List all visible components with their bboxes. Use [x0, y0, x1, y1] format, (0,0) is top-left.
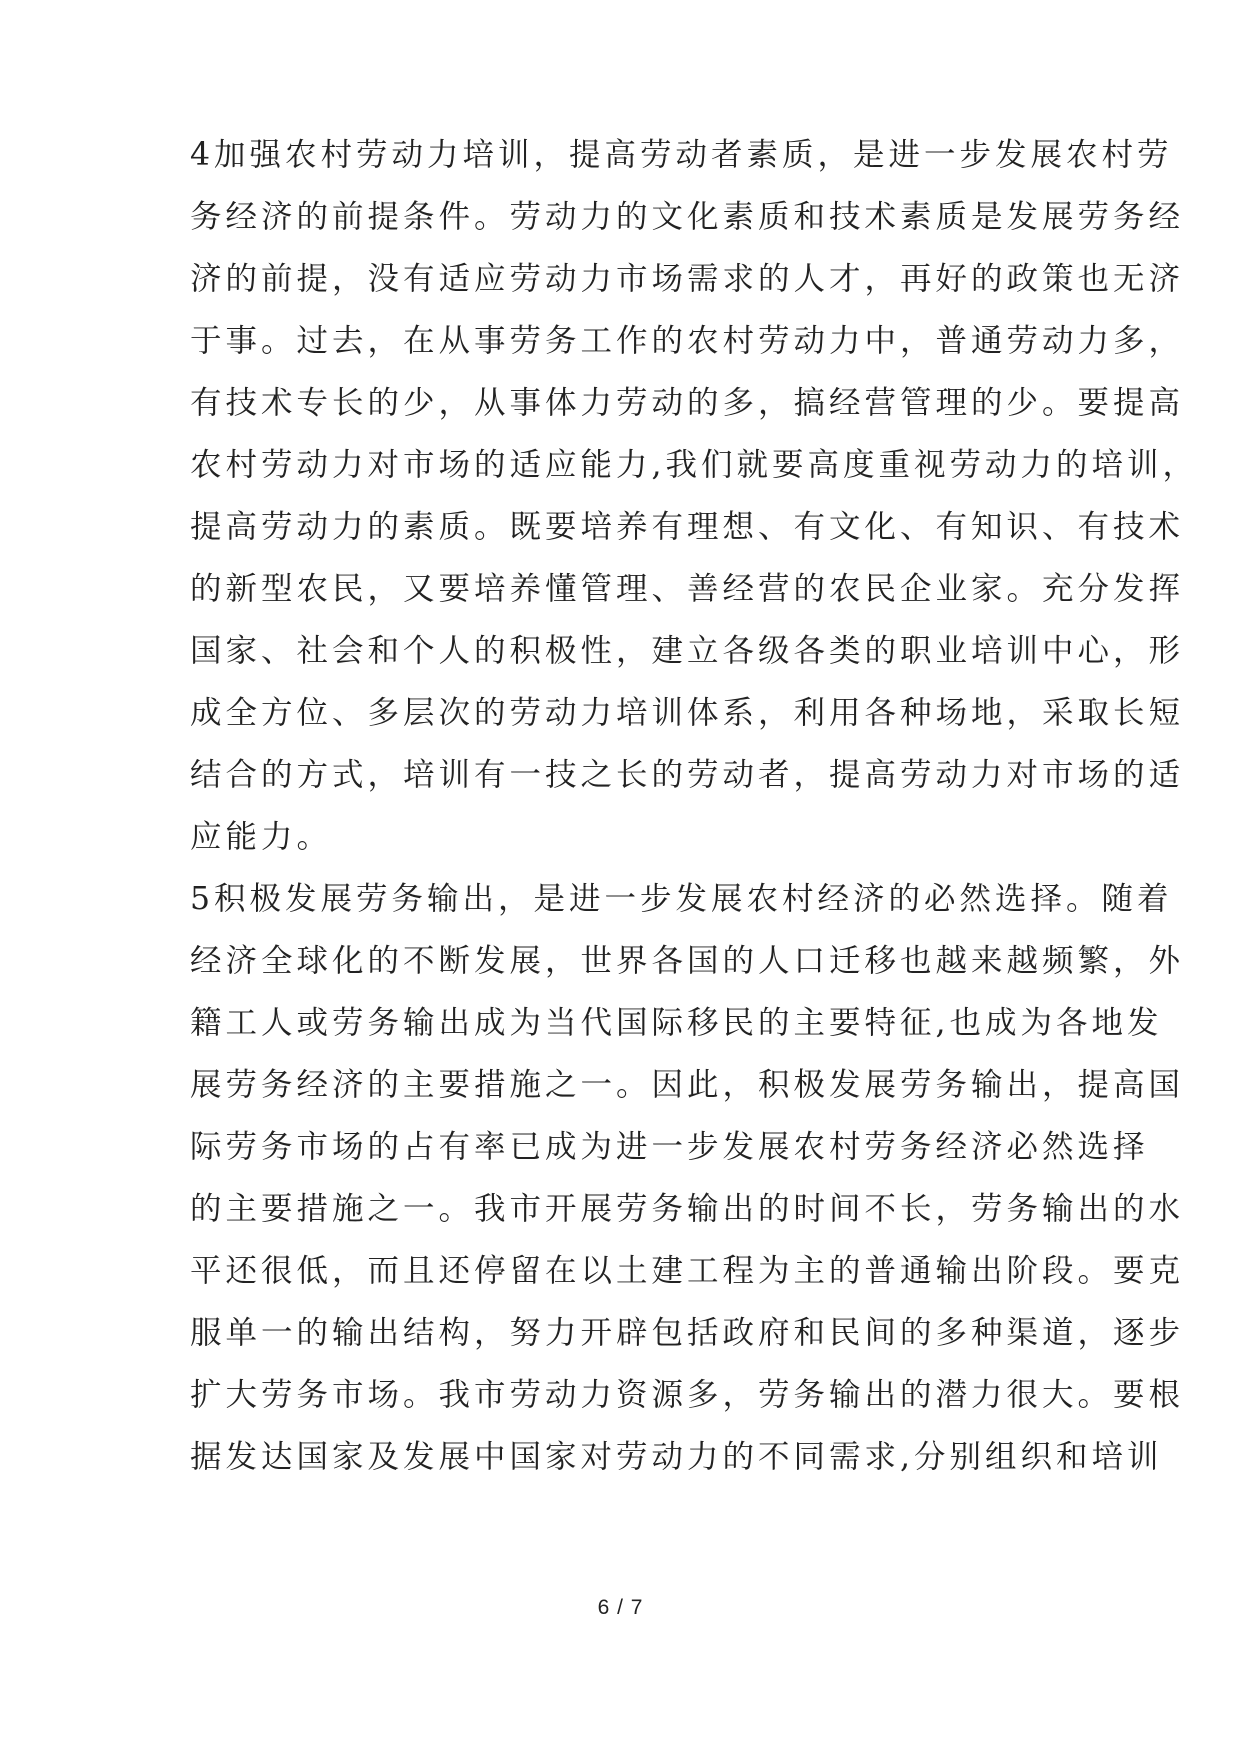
text-line: 据发达国家及发展中国家对劳动力的不同需求,分别组织和培训: [190, 1439, 1163, 1475]
text-line: 展劳务经济的主要措施之一。因此，积极发展劳务输出，提高国: [190, 1067, 1185, 1103]
text-line: 4加强农村劳动力培训，提高劳动者素质，是进一步发展农村劳: [190, 137, 1173, 173]
text-line: 于事。过去，在从事劳务工作的农村劳动力中，普通劳动力多，: [190, 323, 1185, 359]
text-line: 的新型农民，又要培养懂管理、善经营的农民企业家。充分发挥: [190, 571, 1185, 607]
text-line: 服单一的输出结构，努力开辟包括政府和民间的多种渠道，逐步: [190, 1315, 1185, 1351]
text-line: 结合的方式，培训有一技之长的劳动者，提高劳动力对市场的适: [190, 757, 1185, 793]
body-text: [190, 124, 1199, 1488]
text-line: 平还很低，而且还停留在以土建工程为主的普通输出阶段。要克: [190, 1253, 1185, 1289]
text-line: 籍工人或劳务输出成为当代国际移民的主要特征,也成为各地发: [190, 1005, 1163, 1041]
text-line: 成全方位、多层次的劳动力培训体系，利用各种场地，采取长短: [190, 695, 1185, 731]
text-line: 的主要措施之一。我市开展劳务输出的时间不长，劳务输出的水: [190, 1191, 1185, 1227]
text-line: 务经济的前提条件。劳动力的文化素质和技术素质是发展劳务经: [190, 199, 1185, 235]
text-line: 应能力。: [190, 819, 333, 855]
text-line: 际劳务市场的占有率已成为进一步发展农村劳务经济必然选择: [190, 1129, 1149, 1165]
text-line: 5积极发展劳务输出，是进一步发展农村经济的必然选择。随着: [190, 881, 1173, 917]
text-line: 有技术专长的少，从事体力劳动的多，搞经营管理的少。要提高: [190, 385, 1185, 421]
text-line: 经济全球化的不断发展，世界各国的人口迁移也越来越频繁，外: [190, 943, 1185, 979]
text-line: 扩大劳务市场。我市劳动力资源多，劳务输出的潜力很大。要根: [190, 1377, 1185, 1413]
text-line: 济的前提，没有适应劳动力市场需求的人才，再好的政策也无济: [190, 261, 1185, 297]
page-number: 6 / 7: [597, 1596, 644, 1619]
text-line: 提高劳动力的素质。既要培养有理想、有文化、有知识、有技术: [190, 509, 1185, 545]
text-line: 农村劳动力对市场的适应能力,我们就要高度重视劳动力的培训，: [190, 447, 1199, 483]
text-line: 国家、社会和个人的积极性，建立各级各类的职业培训中心，形: [190, 633, 1185, 669]
